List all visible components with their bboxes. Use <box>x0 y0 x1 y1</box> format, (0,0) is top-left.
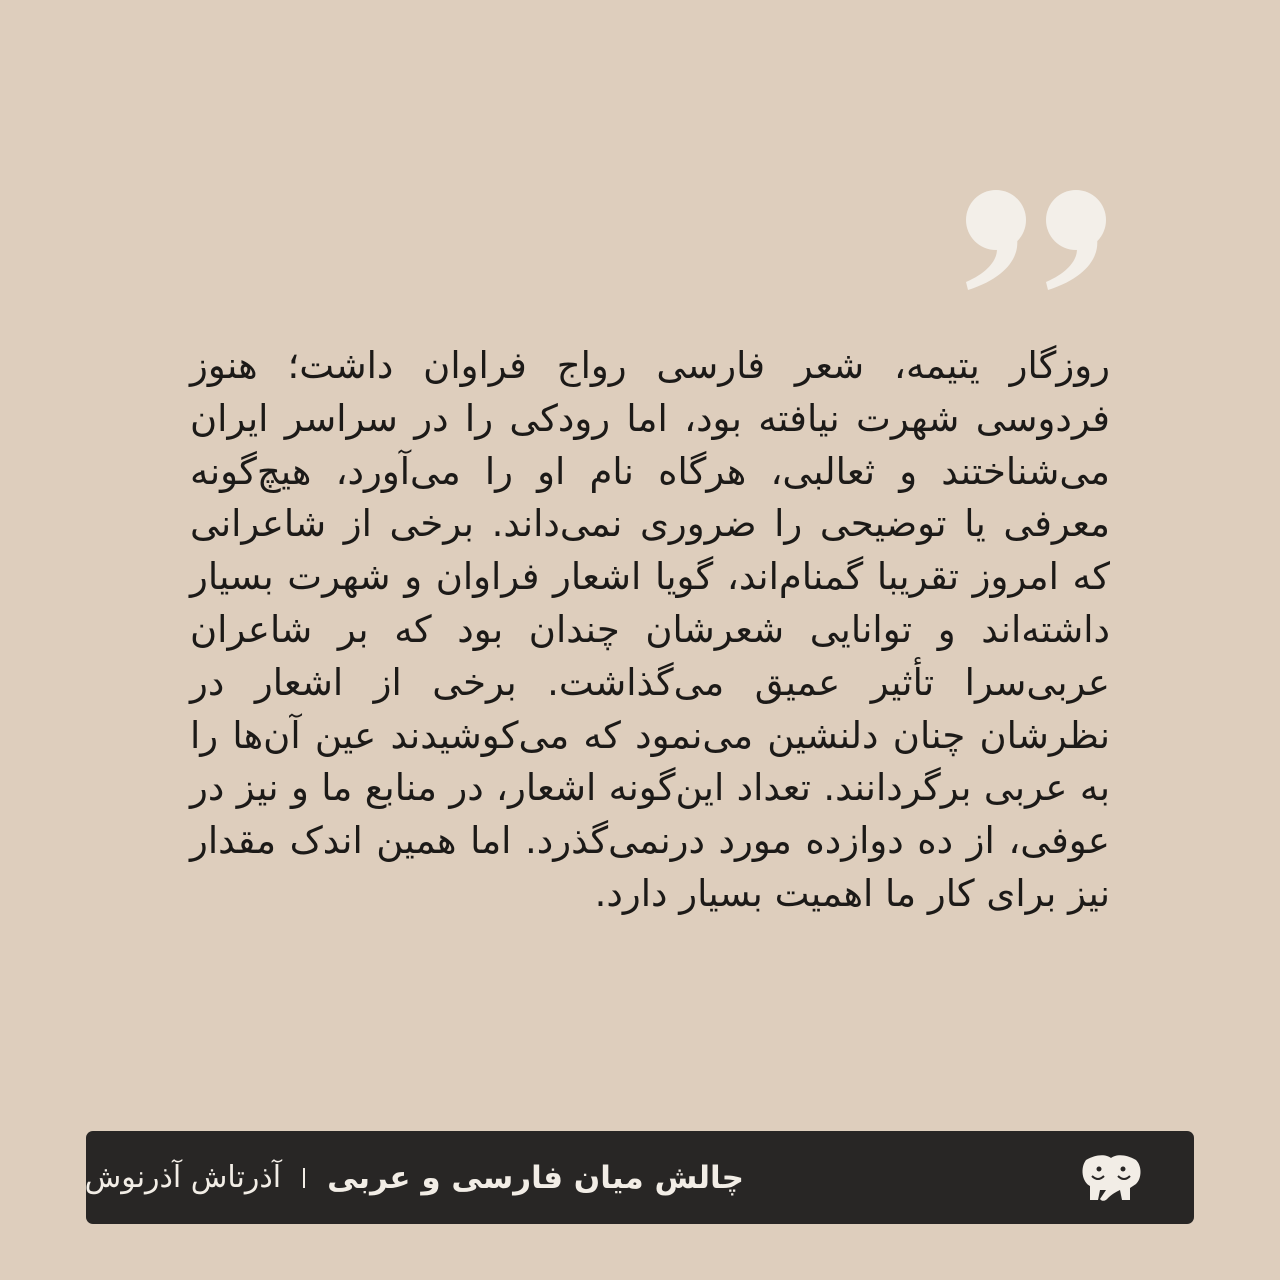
separator-divider <box>303 1168 305 1188</box>
footer-bar <box>86 1131 1194 1224</box>
book-title: چالش میان فارسی و عربی <box>327 1159 744 1196</box>
footer-credits <box>85 1131 744 1224</box>
closing-quote-icon <box>962 186 1114 292</box>
elephant-logo-icon <box>1078 1152 1144 1204</box>
author-name: آذرتاش آذرنوش <box>84 1160 282 1195</box>
quote-text: روزگار یتیمه، شعر فارسی رواج فراوان داشت؛ هنوز فردوسی شهرت نیافته بود، اما رودکی را در سراسر ایران می‌شناختند و ثعالبی، هرگاه نام او را می‌آورد، هیچ‌گونه معرفی یا توضیحی را ضروری نمی‌داند. برخی از شاعرانی که امروز تقریبا گمنام‌اند، گویا اشعار فراوان و شهرت بسیار داشته‌اند و توانایی شعرشان چندان بود که بر شاعران عربی‌سرا تأثیر عمیق می‌گذاشت. برخی از اشعار در نظرشان چنان دلنشین می‌نمود که می‌کوشیدند عین آن‌ها را به عربی برگردانند. تعداد این‌گونه اشعار، در منابع ما و نیز در عوفی، از ده دوازده مورد درنمی‌گذرد. اما همین اندک مقدار نیز برای کار ما اهمیت بسیار دارد. <box>190 344 1110 915</box>
